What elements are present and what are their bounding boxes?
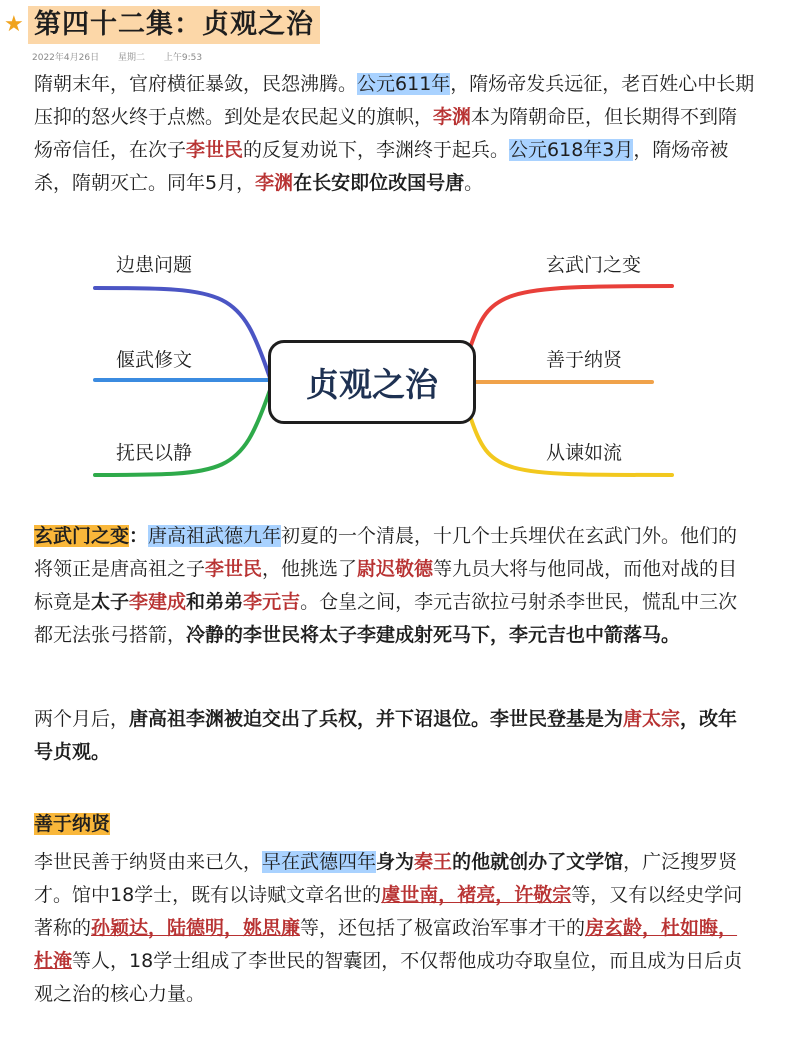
name-highlight: 李元吉	[243, 591, 301, 613]
bold-text: 唐高祖李渊被迫交出了兵权，并下诏退位。李世民登基是为	[129, 708, 624, 730]
mindmap-node-right-3: 从谏如流	[546, 442, 623, 464]
scholar-names: 房玄龄，杜如晦，杜淹	[34, 917, 738, 972]
text: 本为隋朝命臣，但长期得不到隋炀帝信任，在次子	[34, 106, 738, 161]
intro-paragraph	[34, 68, 756, 200]
name-highlight: 李建成	[129, 591, 187, 613]
bold-text: 在长安即位改国号唐	[293, 172, 465, 194]
name-highlight: 唐太宗	[623, 708, 681, 730]
section-heading: 善于纳贤	[34, 813, 111, 835]
text: 等人，18学士组成了李世民的智囊团，不仅帮他成功夺取皇位，而且成为日后贞观之治的核心力量。	[34, 950, 743, 1005]
mindmap-node-left-2: 偃武修文	[116, 349, 193, 371]
highlight-year: 早在武德四年	[262, 851, 377, 873]
section-nalian-paragraph	[34, 846, 756, 1011]
text: 两个月后，	[34, 708, 130, 730]
text: 的反复劝说下，李渊终于起兵。	[243, 139, 510, 161]
highlight-year: 公元618年3月	[509, 139, 634, 161]
scholar-names: 孙颖达，陆德明，姚思廉	[91, 917, 301, 939]
text: ，广泛搜罗贤才。馆中18学士，既有以诗赋文章名世的	[34, 851, 738, 906]
name-highlight: 李世民	[205, 558, 263, 580]
name-highlight: 李世民	[186, 139, 244, 161]
name-highlight: 李渊	[433, 106, 472, 128]
mindmap-node-left-3: 抚民以静	[116, 442, 193, 464]
section-xuanwu-paragraph-2	[34, 703, 756, 769]
name-highlight: 尉迟敬德	[357, 558, 434, 580]
text: ，隋炀帝发兵远征，老百姓心中长期压抑的怒火终于点燃。到处是农民起义的旗帜，	[34, 73, 755, 128]
bold-text: 和弟弟	[186, 591, 244, 613]
star-icon: ★	[4, 12, 24, 37]
bold-text: ，改年号贞观。	[34, 708, 738, 763]
bold-text: 太子	[91, 591, 130, 613]
branch-right-1	[470, 286, 672, 348]
scholar-names: 虞世南，褚亮，许敬宗	[381, 884, 572, 906]
section-xuanwu-paragraph	[34, 520, 756, 652]
text: 李世民善于纳贤由来已久，	[34, 851, 263, 873]
text: 隋朝末年，官府横征暴敛，民怨沸腾。	[34, 73, 358, 95]
bold-text: 的他就创办了文学馆	[452, 851, 624, 873]
section-nalian-heading-line	[34, 808, 756, 841]
mindmap-node-right-2: 善于纳贤	[546, 349, 623, 371]
text: 。	[464, 172, 484, 194]
text: ：	[129, 525, 149, 547]
note-time: 上午9:53	[163, 53, 203, 63]
text: 初夏的一个清晨，十几个士兵埋伏在玄武门外。他们的将领正是唐高祖之子	[34, 525, 738, 580]
text: 等九员大将与他同战，而他对战的目标竟是	[34, 558, 738, 613]
note-weekday: 星期二	[117, 53, 145, 63]
text: ，他挑选了	[262, 558, 358, 580]
highlight-year: 唐高祖武德九年	[148, 525, 282, 547]
bold-text: 身为	[376, 851, 415, 873]
highlight-year: 公元611年	[357, 73, 451, 95]
mindmap-center-node: 贞观之治	[268, 340, 476, 424]
mindmap-node-left-1: 边患问题	[116, 254, 193, 276]
note-date: 2022年4月26日	[32, 53, 100, 63]
page-title: 第四十二集：贞观之治	[34, 9, 314, 40]
name-highlight: 秦王	[414, 851, 453, 873]
mindmap-node-right-1: 玄武门之变	[546, 254, 642, 276]
bold-text: 冷静的李世民将太子李建成射死马下，李元吉也中箭落马。	[186, 624, 681, 646]
text: ，隋炀帝被杀，隋朝灭亡。同年5月，	[34, 139, 729, 194]
text: 等，还包括了极富政治军事才干的	[300, 917, 586, 939]
name-highlight: 李渊	[255, 172, 294, 194]
title-highlight	[28, 6, 320, 44]
text: 。仓皇之间，李元吉欲拉弓射杀李世民，慌乱中三次都无法张弓搭箭，	[34, 591, 738, 646]
text: 等，又有以经史学问著称的	[34, 884, 743, 939]
note-meta	[32, 50, 218, 63]
section-heading: 玄武门之变	[34, 525, 130, 547]
